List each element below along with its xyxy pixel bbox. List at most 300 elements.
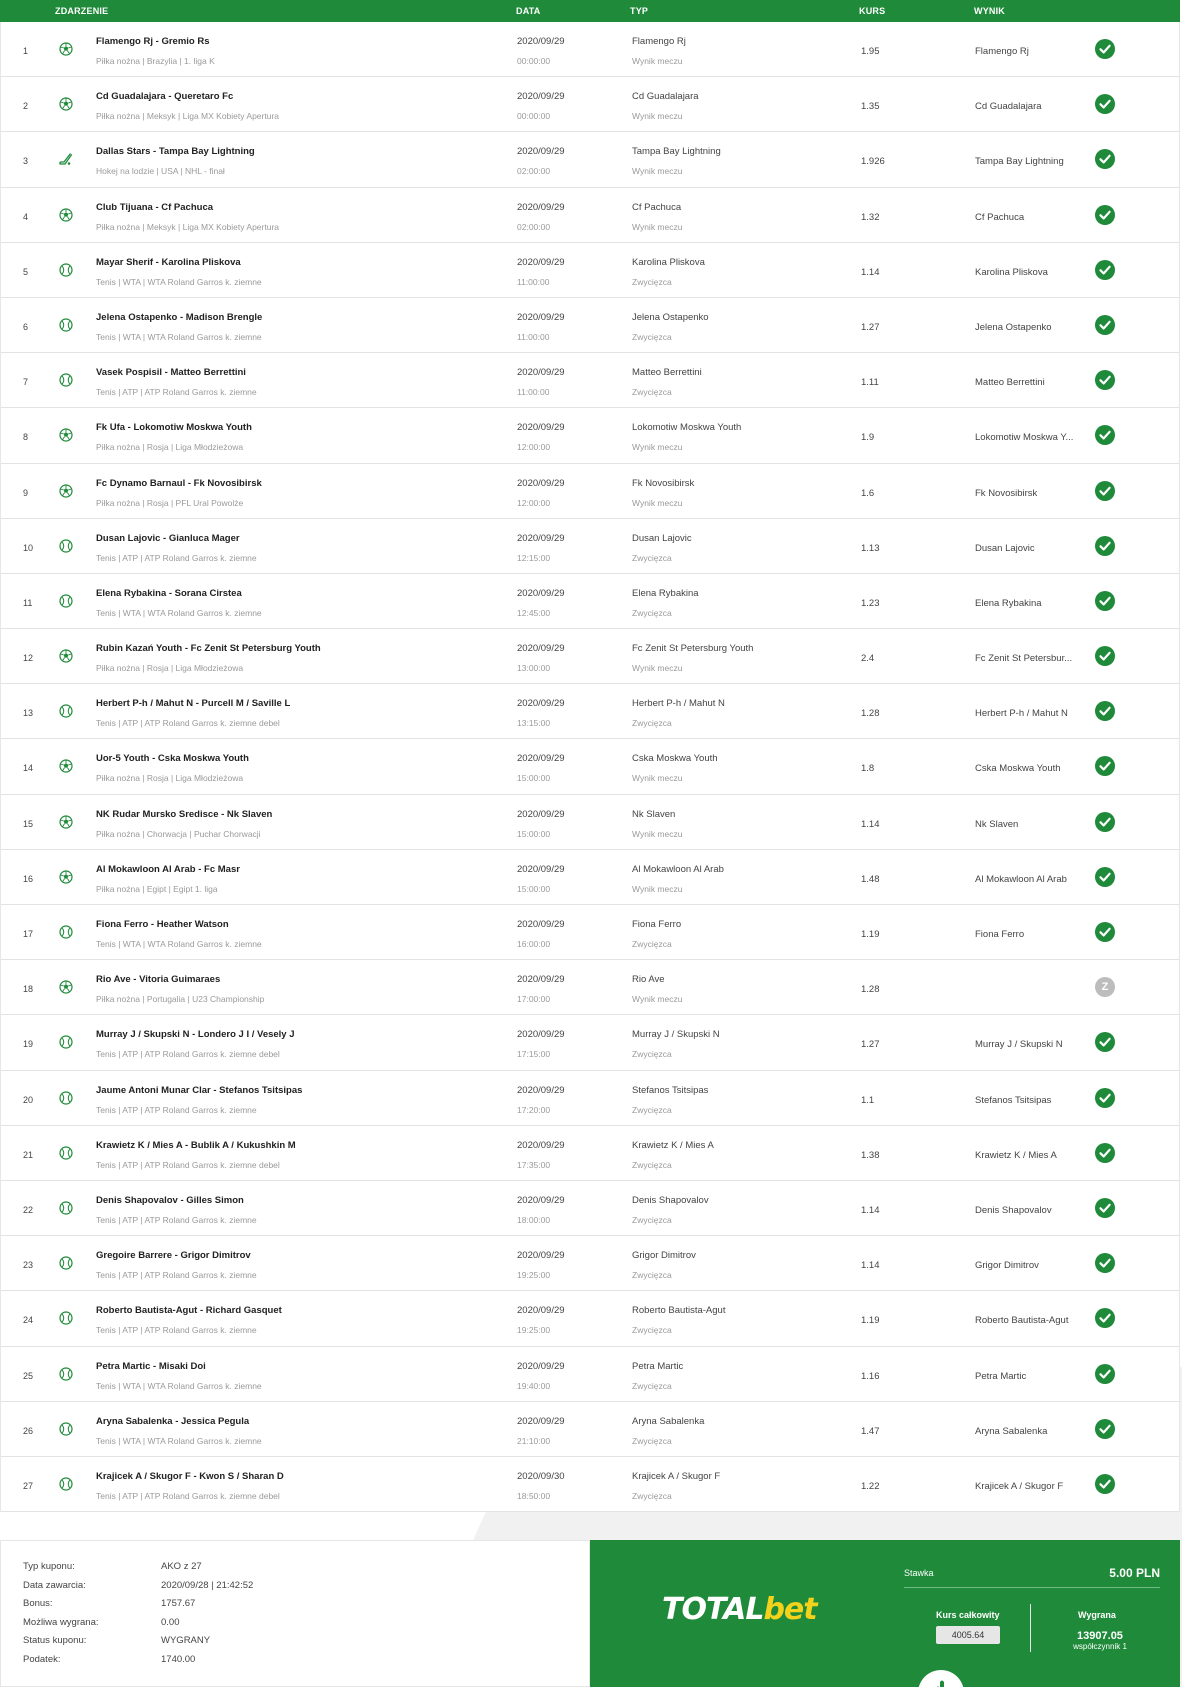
row-number: 3 bbox=[23, 156, 29, 167]
event-time: 11:00:00 bbox=[517, 331, 550, 342]
hand-icon bbox=[918, 1670, 964, 1687]
check-icon bbox=[1095, 812, 1115, 832]
football-icon bbox=[59, 208, 73, 222]
bet-pick: Fiona Ferro bbox=[632, 919, 682, 930]
row-number: 24 bbox=[23, 1315, 34, 1326]
void-icon: Z bbox=[1095, 977, 1115, 997]
event-name: Flamengo Rj - Gremio Rs bbox=[96, 36, 210, 47]
check-icon bbox=[1095, 1474, 1115, 1494]
check-icon bbox=[1095, 536, 1115, 556]
bet-market: Zwycięzca bbox=[632, 276, 672, 287]
tennis-icon bbox=[59, 704, 73, 718]
event-time: 18:00:00 bbox=[517, 1214, 551, 1225]
bet-odds: 1.16 bbox=[861, 1370, 880, 1382]
table-body bbox=[0, 22, 1180, 1512]
event-league: Piłka nożna | Egipt | Egipt 1. liga bbox=[96, 883, 218, 894]
event-time: 13:15:00 bbox=[517, 718, 551, 729]
event-league: Piłka nożna | Meksyk | Liga MX Kobiety Apertura bbox=[96, 111, 280, 122]
detail-label: Możliwa wygrana: bbox=[23, 1616, 99, 1628]
table-row[interactable] bbox=[1, 850, 1179, 905]
event-date: 2020/09/29 bbox=[517, 36, 565, 47]
table-row[interactable] bbox=[1, 1347, 1179, 1402]
tennis-icon bbox=[59, 1422, 73, 1436]
bet-pick: Krawietz K / Mies A bbox=[632, 1139, 714, 1151]
table-row[interactable] bbox=[1, 77, 1179, 132]
row-number: 21 bbox=[23, 1149, 34, 1160]
event-name: Mayar Sherif - Karolina Pliskova bbox=[96, 256, 241, 268]
row-number: 1 bbox=[23, 46, 29, 56]
event-date: 2020/09/29 bbox=[517, 863, 565, 875]
football-icon bbox=[59, 980, 73, 994]
bet-pick: Nk Slaven bbox=[632, 808, 676, 820]
event-date: 2020/09/29 bbox=[517, 587, 565, 599]
row-number: 18 bbox=[23, 984, 34, 995]
detail-value: AKO z 27 bbox=[161, 1561, 202, 1572]
check-icon bbox=[1095, 94, 1115, 114]
bet-odds: 1.926 bbox=[861, 156, 885, 168]
check-icon bbox=[1095, 1308, 1115, 1328]
football-icon bbox=[59, 649, 73, 663]
football-icon bbox=[59, 484, 73, 498]
bet-pick: Cf Pachuca bbox=[632, 201, 682, 213]
bet-pick: Krajicek A / Skugor F bbox=[632, 1470, 721, 1482]
event-time: 17:00:00 bbox=[517, 994, 551, 1005]
event-result: Herbert P-h / Mahut N bbox=[975, 708, 1068, 720]
event-league: Tenis | ATP | ATP Roland Garros k. ziemne bbox=[96, 1214, 257, 1225]
event-name: Uor-5 Youth - Cska Moskwa Youth bbox=[96, 753, 249, 765]
event-time: 17:35:00 bbox=[517, 1159, 551, 1170]
bet-pick: Cd Guadalajara bbox=[632, 91, 699, 103]
event-date: 2020/09/29 bbox=[517, 698, 565, 710]
table-row[interactable] bbox=[1, 353, 1179, 408]
bet-market: Wynik meczu bbox=[632, 442, 683, 453]
bet-market: Zwycięzca bbox=[632, 607, 672, 618]
bet-odds: 1.23 bbox=[861, 597, 880, 609]
bet-market: Zwycięzca bbox=[632, 718, 672, 729]
table-row[interactable] bbox=[1, 464, 1179, 519]
event-result: Cf Pachuca bbox=[975, 211, 1025, 223]
football-icon bbox=[59, 428, 73, 442]
table-row[interactable] bbox=[1, 132, 1179, 187]
bet-odds: 1.1 bbox=[861, 1094, 875, 1106]
event-time: 19:40:00 bbox=[517, 1380, 551, 1391]
bet-pick: Aryna Sabalenka bbox=[632, 1415, 705, 1427]
event-time: 17:15:00 bbox=[517, 1049, 551, 1060]
bet-pick: Tampa Bay Lightning bbox=[632, 146, 721, 158]
detail-value: 1757.67 bbox=[161, 1598, 196, 1610]
row-number: 6 bbox=[23, 321, 29, 332]
tennis-icon bbox=[59, 1035, 73, 1049]
bet-market: Wynik meczu bbox=[632, 994, 683, 1005]
event-date: 2020/09/29 bbox=[517, 256, 565, 268]
football-icon bbox=[59, 815, 73, 829]
bet-odds: 1.47 bbox=[861, 1425, 880, 1437]
event-result: Nk Slaven bbox=[975, 818, 1019, 830]
event-result: Flamengo Rj bbox=[975, 46, 1029, 57]
event-time: 21:10:00 bbox=[517, 1435, 551, 1446]
event-date: 2020/09/29 bbox=[517, 1415, 565, 1427]
event-result: Dusan Lajovic bbox=[975, 542, 1035, 554]
event-time: 00:00:00 bbox=[517, 111, 551, 122]
bet-market: Zwycięzca bbox=[632, 331, 672, 342]
event-time: 18:50:00 bbox=[517, 1490, 551, 1501]
bet-odds: 1.27 bbox=[861, 321, 880, 333]
event-result: Matteo Berrettini bbox=[975, 377, 1045, 389]
totalbet-logo[interactable] bbox=[662, 1592, 817, 1627]
football-icon bbox=[59, 42, 73, 56]
bet-odds: 1.19 bbox=[861, 929, 880, 940]
tennis-icon bbox=[59, 594, 73, 608]
event-name: Vasek Pospisil - Matteo Berrettini bbox=[96, 367, 246, 379]
header-result: WYNIK bbox=[974, 6, 1005, 16]
event-result: Karolina Pliskova bbox=[975, 266, 1048, 278]
event-league: Tenis | WTA | WTA Roland Garros k. ziemne bbox=[96, 276, 262, 287]
bet-pick: Petra Martic bbox=[632, 1360, 684, 1372]
event-time: 12:15:00 bbox=[517, 552, 551, 563]
event-date: 2020/09/29 bbox=[517, 422, 565, 434]
row-number: 9 bbox=[23, 487, 29, 498]
table-row[interactable] bbox=[1, 22, 1179, 77]
bet-market: Zwycięzca bbox=[632, 1214, 672, 1225]
bet-odds: 1.14 bbox=[861, 818, 880, 830]
event-name: Aryna Sabalenka - Jessica Pegula bbox=[96, 1415, 250, 1427]
bet-market: Wynik meczu bbox=[632, 111, 683, 122]
event-result: Tampa Bay Lightning bbox=[975, 156, 1064, 168]
bet-odds: 1.38 bbox=[861, 1149, 880, 1161]
row-number: 23 bbox=[23, 1260, 34, 1271]
event-date: 2020/09/29 bbox=[517, 1250, 565, 1262]
bet-market: Zwycięzca bbox=[632, 1270, 672, 1281]
event-date: 2020/09/29 bbox=[517, 919, 565, 930]
event-time: 00:00:00 bbox=[517, 56, 551, 66]
bet-pick: Stefanos Tsitsipas bbox=[632, 1084, 709, 1096]
event-league: Piłka nożna | Meksyk | Liga MX Kobiety Apertura bbox=[96, 221, 280, 232]
event-time: 15:00:00 bbox=[517, 773, 551, 784]
bet-odds: 1.32 bbox=[861, 211, 880, 223]
row-number: 13 bbox=[23, 708, 34, 719]
check-icon bbox=[1095, 39, 1115, 59]
table-row[interactable] bbox=[1, 629, 1179, 684]
event-name: Cd Guadalajara - Queretaro Fc bbox=[96, 91, 234, 103]
table-row[interactable] bbox=[1, 1071, 1179, 1126]
event-league: Piłka nożna | Rosja | Liga Młodzieżowa bbox=[96, 663, 244, 674]
event-time: 17:20:00 bbox=[517, 1104, 551, 1115]
stake-value: 5.00 PLN bbox=[1109, 1566, 1160, 1580]
stake-label: Stawka bbox=[904, 1568, 934, 1578]
bet-market: Zwycięzca bbox=[632, 939, 672, 949]
bet-pick: Denis Shapovalov bbox=[632, 1194, 709, 1206]
event-league: Tenis | ATP | ATP Roland Garros k. ziemne bbox=[96, 552, 257, 563]
check-icon bbox=[1095, 1198, 1115, 1218]
event-name: Fk Ufa - Lokomotiw Moskwa Youth bbox=[96, 422, 252, 434]
table-row[interactable] bbox=[1, 1015, 1179, 1070]
event-league: Piłka nożna | Portugalia | U23 Championship bbox=[96, 994, 265, 1005]
bet-odds: 1.35 bbox=[861, 101, 880, 113]
row-number: 16 bbox=[23, 873, 34, 884]
bet-pick: Jelena Ostapenko bbox=[632, 311, 709, 323]
event-date: 2020/09/29 bbox=[517, 311, 565, 323]
event-result: Lokomotiw Moskwa Y... bbox=[975, 432, 1074, 444]
row-number: 19 bbox=[23, 1039, 34, 1050]
check-icon bbox=[1095, 922, 1115, 942]
row-number: 11 bbox=[23, 597, 33, 608]
event-date: 2020/09/29 bbox=[517, 201, 565, 213]
detail-label: Status kuponu: bbox=[23, 1635, 87, 1647]
table-row[interactable] bbox=[1, 684, 1179, 739]
event-result: Cska Moskwa Youth bbox=[975, 763, 1061, 775]
check-icon bbox=[1095, 149, 1115, 169]
event-time: 11:00:00 bbox=[517, 276, 550, 287]
check-icon bbox=[1095, 646, 1115, 666]
table-row[interactable] bbox=[1, 243, 1179, 298]
row-number: 27 bbox=[23, 1480, 34, 1491]
event-time: 02:00:00 bbox=[517, 166, 551, 177]
event-league: Piłka nożna | Rosja | Liga Młodzieżowa bbox=[96, 442, 244, 453]
event-league: Tenis | ATP | ATP Roland Garros k. ziemne bbox=[96, 1104, 257, 1115]
detail-label: Typ kuponu: bbox=[23, 1561, 75, 1572]
event-result: Aryna Sabalenka bbox=[975, 1425, 1048, 1437]
table-row[interactable] bbox=[1, 1126, 1179, 1181]
bet-market: Wynik meczu bbox=[632, 166, 683, 177]
bet-odds: 1.9 bbox=[861, 432, 875, 444]
table-row[interactable] bbox=[1, 1291, 1179, 1346]
bet-market: Zwycięzca bbox=[632, 552, 672, 563]
event-result: Fiona Ferro bbox=[975, 929, 1025, 940]
bet-pick: Grigor Dimitrov bbox=[632, 1250, 696, 1262]
bet-pick: Fk Novosibirsk bbox=[632, 477, 695, 489]
logo-main-text: TOTAL bbox=[662, 1592, 764, 1627]
tennis-icon bbox=[59, 373, 73, 387]
check-icon bbox=[1095, 1419, 1115, 1439]
bet-odds: 1.27 bbox=[861, 1039, 880, 1051]
table-row[interactable] bbox=[1, 1457, 1179, 1512]
football-icon bbox=[59, 759, 73, 773]
event-league: Tenis | ATP | ATP Roland Garros k. ziemne bbox=[96, 1270, 257, 1281]
event-date: 2020/09/29 bbox=[517, 532, 565, 544]
event-league: Piłka nożna | Brazylia | 1. liga K bbox=[96, 56, 215, 66]
row-number: 22 bbox=[23, 1204, 34, 1215]
event-date: 2020/09/29 bbox=[517, 1194, 565, 1206]
check-icon bbox=[1095, 205, 1115, 225]
detail-label: Bonus: bbox=[23, 1598, 53, 1610]
bet-odds: 2.4 bbox=[861, 653, 875, 665]
event-time: 13:00:00 bbox=[517, 663, 551, 674]
bet-pick: Flamengo Rj bbox=[632, 36, 686, 47]
tennis-icon bbox=[59, 1311, 73, 1325]
bet-odds: 1.22 bbox=[861, 1480, 880, 1492]
bet-market: Zwycięzca bbox=[632, 387, 672, 398]
event-result: Roberto Bautista-Agut bbox=[975, 1315, 1069, 1327]
tennis-icon bbox=[59, 1146, 73, 1160]
header-odds: KURS bbox=[859, 6, 886, 16]
bet-odds: 1.8 bbox=[861, 763, 875, 775]
bet-pick: Murray J / Skupski N bbox=[632, 1029, 720, 1041]
event-name: Rubin Kazań Youth - Fc Zenit St Petersburg Youth bbox=[96, 643, 321, 655]
tennis-icon bbox=[59, 1256, 73, 1270]
event-league: Hokej na lodzie | USA | NHL - finał bbox=[96, 166, 225, 177]
table-header bbox=[0, 0, 1180, 22]
hockey-icon bbox=[59, 152, 73, 166]
event-name: NK Rudar Mursko Sredisce - Nk Slaven bbox=[96, 808, 273, 820]
event-result: Denis Shapovalov bbox=[975, 1204, 1052, 1216]
event-date: 2020/09/29 bbox=[517, 974, 565, 986]
bet-pick: Lokomotiw Moskwa Youth bbox=[632, 422, 742, 434]
bet-pick: Fc Zenit St Petersburg Youth bbox=[632, 643, 754, 655]
event-result: Murray J / Skupski N bbox=[975, 1039, 1063, 1051]
event-result: Elena Rybakina bbox=[975, 597, 1042, 609]
event-result: Cd Guadalajara bbox=[975, 101, 1042, 113]
event-name: Jaume Antoni Munar Clar - Stefanos Tsitsipas bbox=[96, 1084, 303, 1096]
bet-odds: 1.14 bbox=[861, 1204, 880, 1216]
table-row[interactable] bbox=[1, 905, 1179, 960]
check-icon bbox=[1095, 1143, 1115, 1163]
divider bbox=[904, 1587, 1160, 1588]
check-icon bbox=[1095, 370, 1115, 390]
event-name: Al Mokawloon Al Arab - Fc Masr bbox=[96, 863, 240, 875]
event-time: 12:00:00 bbox=[517, 497, 551, 508]
row-number: 10 bbox=[23, 542, 34, 553]
event-league: Tenis | ATP | ATP Roland Garros k. ziemne bbox=[96, 1325, 257, 1336]
bet-market: Wynik meczu bbox=[632, 497, 683, 508]
event-date: 2020/09/29 bbox=[517, 1360, 565, 1372]
football-icon bbox=[59, 97, 73, 111]
win-value: 13907.05 bbox=[1077, 1630, 1123, 1642]
event-result: Fk Novosibirsk bbox=[975, 487, 1038, 499]
tennis-icon bbox=[59, 318, 73, 332]
tennis-icon bbox=[59, 925, 73, 939]
event-league: Tenis | ATP | ATP Roland Garros k. ziemne debel bbox=[96, 1159, 280, 1170]
event-league: Piłka nożna | Chorwacja | Puchar Chorwacji bbox=[96, 828, 261, 839]
row-number: 8 bbox=[23, 432, 29, 443]
bet-pick: Elena Rybakina bbox=[632, 587, 699, 599]
table-row[interactable] bbox=[1, 1402, 1179, 1457]
event-name: Denis Shapovalov - Gilles Simon bbox=[96, 1194, 244, 1206]
event-name: Rio Ave - Vitoria Guimaraes bbox=[96, 974, 221, 986]
tennis-icon bbox=[59, 1367, 73, 1381]
detail-label: Data zawarcia: bbox=[23, 1579, 86, 1591]
table-row[interactable] bbox=[1, 960, 1179, 1015]
event-name: Elena Rybakina - Sorana Cirstea bbox=[96, 587, 242, 599]
event-league: Tenis | WTA | WTA Roland Garros k. ziemne bbox=[96, 1380, 262, 1391]
bet-odds: 1.95 bbox=[861, 46, 880, 57]
event-time: 15:00:00 bbox=[517, 828, 551, 839]
event-league: Tenis | ATP | ATP Roland Garros k. ziemne debel bbox=[96, 1049, 280, 1060]
check-icon bbox=[1095, 1364, 1115, 1384]
event-time: 19:25:00 bbox=[517, 1270, 551, 1281]
check-icon bbox=[1095, 260, 1115, 280]
event-date: 2020/09/29 bbox=[517, 643, 565, 655]
event-name: Krawietz K / Mies A - Bublik A / Kukushkin M bbox=[96, 1139, 296, 1151]
event-league: Tenis | ATP | ATP Roland Garros k. ziemne debel bbox=[96, 1490, 280, 1501]
table-row[interactable] bbox=[1, 574, 1179, 629]
promo-panel bbox=[590, 1540, 1180, 1687]
row-number: 17 bbox=[23, 929, 34, 939]
bet-market: Zwycięzca bbox=[632, 1049, 672, 1060]
event-result: Jelena Ostapenko bbox=[975, 321, 1052, 333]
event-result: Stefanos Tsitsipas bbox=[975, 1094, 1052, 1106]
bet-pick: Al Mokawloon Al Arab bbox=[632, 863, 724, 875]
event-result: Al Mokawloon Al Arab bbox=[975, 873, 1067, 885]
bet-odds: 1.14 bbox=[861, 1260, 880, 1272]
bet-market: Zwycięzca bbox=[632, 1325, 672, 1336]
win-coefficient: współczynnik 1 bbox=[1073, 1642, 1127, 1651]
bet-market: Zwycięzca bbox=[632, 1104, 672, 1115]
table-row[interactable] bbox=[1, 408, 1179, 463]
detail-value: 0.00 bbox=[161, 1616, 180, 1628]
event-name: Fc Dynamo Barnaul - Fk Novosibirsk bbox=[96, 477, 262, 489]
event-date: 2020/09/29 bbox=[517, 753, 565, 765]
tennis-icon bbox=[59, 539, 73, 553]
row-number: 25 bbox=[23, 1370, 34, 1381]
check-icon bbox=[1095, 591, 1115, 611]
bet-market: Wynik meczu bbox=[632, 663, 683, 674]
football-icon bbox=[59, 870, 73, 884]
event-date: 2020/09/29 bbox=[517, 1139, 565, 1151]
event-date: 2020/09/29 bbox=[517, 1305, 565, 1317]
table-row[interactable] bbox=[1, 298, 1179, 353]
event-result: Petra Martic bbox=[975, 1370, 1027, 1382]
detail-value: WYGRANY bbox=[161, 1635, 211, 1647]
event-date: 2020/09/30 bbox=[517, 1470, 565, 1482]
bet-market: Wynik meczu bbox=[632, 56, 683, 66]
bet-pick: Cska Moskwa Youth bbox=[632, 753, 718, 765]
event-league: Tenis | WTA | WTA Roland Garros k. ziemne bbox=[96, 607, 262, 618]
event-league: Tenis | ATP | ATP Roland Garros k. ziemne bbox=[96, 387, 257, 398]
bet-pick: Roberto Bautista-Agut bbox=[632, 1305, 726, 1317]
event-name: Dallas Stars - Tampa Bay Lightning bbox=[96, 146, 255, 158]
bet-market: Zwycięzca bbox=[632, 1159, 672, 1170]
row-number: 4 bbox=[23, 211, 29, 222]
check-icon bbox=[1095, 425, 1115, 445]
bet-odds: 1.14 bbox=[861, 266, 880, 278]
event-name: Herbert P-h / Mahut N - Purcell M / Saville L bbox=[96, 698, 291, 710]
event-date: 2020/09/29 bbox=[517, 146, 565, 158]
bet-market: Zwycięzca bbox=[632, 1380, 672, 1391]
bet-market: Zwycięzca bbox=[632, 1490, 672, 1501]
event-name: Dusan Lajovic - Gianluca Mager bbox=[96, 532, 240, 544]
row-number: 7 bbox=[23, 377, 29, 388]
check-icon bbox=[1095, 756, 1115, 776]
event-date: 2020/09/29 bbox=[517, 1084, 565, 1096]
table-row[interactable] bbox=[1, 1181, 1179, 1236]
event-result: Fc Zenit St Petersbur... bbox=[975, 653, 1073, 665]
event-name: Roberto Bautista-Agut - Richard Gasquet bbox=[96, 1305, 282, 1317]
event-name: Petra Martic - Misaki Doi bbox=[96, 1360, 206, 1372]
event-name: Murray J / Skupski N - Londero J I / Vesely J bbox=[96, 1029, 295, 1041]
bet-market: Wynik meczu bbox=[632, 828, 683, 839]
event-time: 15:00:00 bbox=[517, 883, 551, 894]
detail-value: 2020/09/28 | 21:42:52 bbox=[161, 1579, 254, 1591]
table-row[interactable] bbox=[1, 188, 1179, 243]
row-number: 14 bbox=[23, 763, 34, 774]
event-league: Tenis | WTA | WTA Roland Garros k. ziemne bbox=[96, 939, 262, 949]
table-row[interactable] bbox=[1, 795, 1179, 850]
check-icon bbox=[1095, 315, 1115, 335]
tennis-icon bbox=[59, 1091, 73, 1105]
event-league: Piłka nożna | Rosja | Liga Młodzieżowa bbox=[96, 773, 244, 784]
table-row[interactable] bbox=[1, 519, 1179, 574]
event-date: 2020/09/29 bbox=[517, 367, 565, 379]
event-league: Tenis | WTA | WTA Roland Garros k. ziemne bbox=[96, 331, 262, 342]
bet-pick: Dusan Lajovic bbox=[632, 532, 692, 544]
win-label: Wygrana bbox=[1078, 1610, 1116, 1620]
event-result: Krajicek A / Skugor F bbox=[975, 1480, 1064, 1492]
bet-pick: Karolina Pliskova bbox=[632, 256, 705, 268]
event-time: 16:00:00 bbox=[517, 939, 551, 949]
table-row[interactable] bbox=[1, 1236, 1179, 1291]
total-odds-value: 4005.64 bbox=[936, 1626, 1000, 1644]
table-row[interactable] bbox=[1, 739, 1179, 794]
